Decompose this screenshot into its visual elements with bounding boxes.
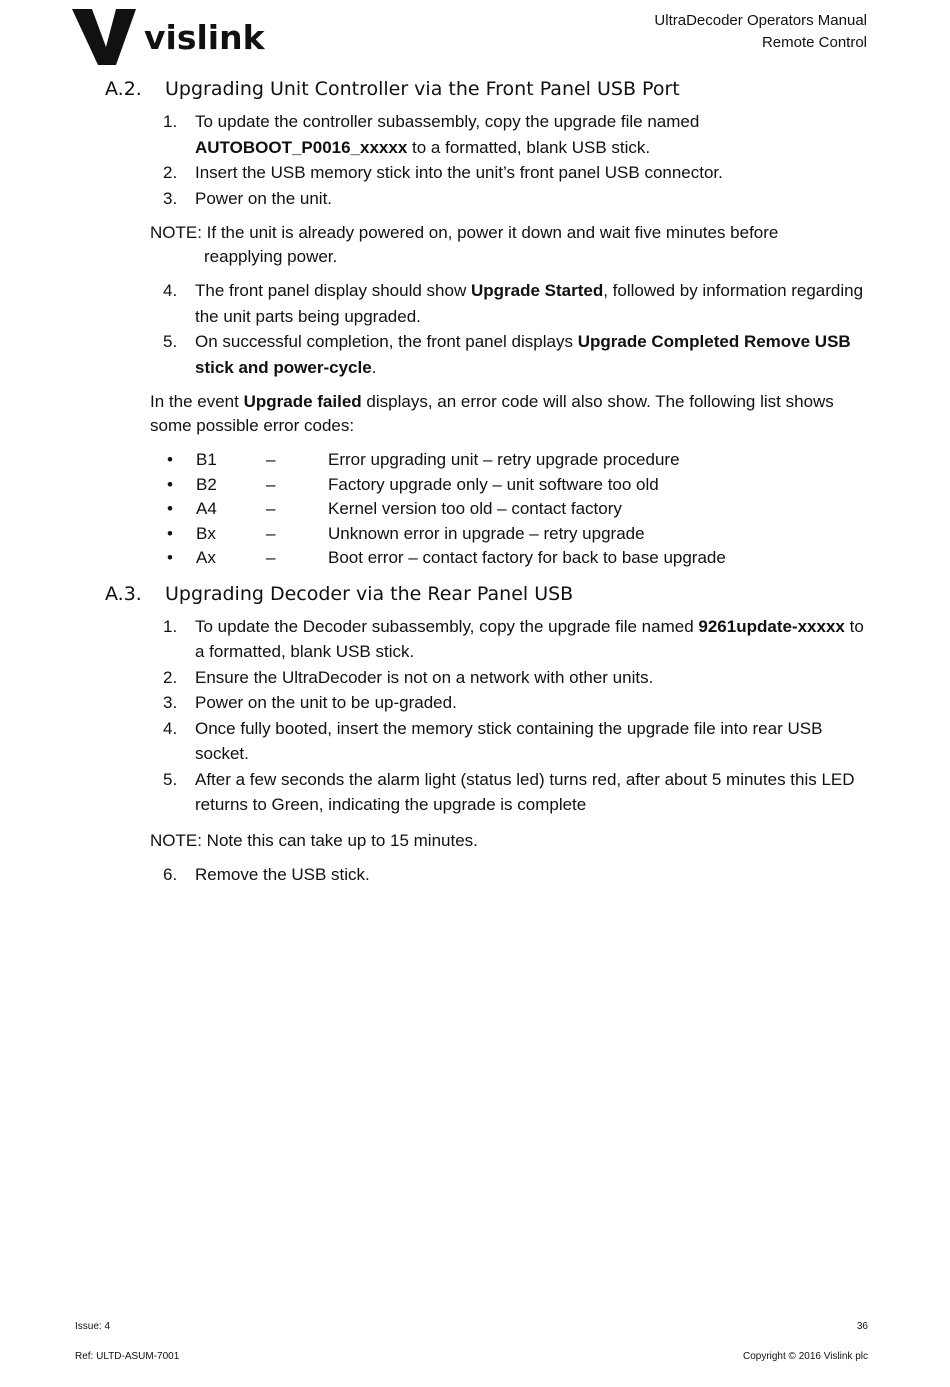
issue-label: Issue: 4 [75, 1321, 111, 1332]
note-text-continued: reapplying power. [204, 247, 338, 266]
step-number: 2. [163, 163, 178, 182]
error-code-list [105, 448, 870, 571]
list-item: • Ax – Boot error – contact factory for back to base upgrade [167, 548, 726, 567]
section-heading-a3 [105, 579, 870, 609]
step-text: Once fully booted, insert the memory stick containing the upgrade file into rear USB socket. [195, 718, 823, 763]
step-text: Power on the unit. [195, 188, 333, 208]
list-item: • B2 – Factory upgrade only – unit software too old [167, 474, 659, 494]
list-item [105, 665, 870, 691]
step-number: 2. [163, 667, 178, 687]
step-text: To update the controller subassembly, copy the upgrade file named AUTOBOOT_P0016_xxxxx to a formatted, blank USB stick. [195, 112, 700, 157]
list-item [105, 160, 870, 186]
paragraph: In the event Upgrade failed displays, an error code will also show. The following list shows some possible error codes: [150, 392, 834, 435]
step-text: To update the Decoder subassembly, copy the upgrade file named 9261update-xxxxx to a formatted, blank USB stick. [195, 616, 864, 661]
step-number: 4. [163, 281, 178, 300]
document-title: UltraDecoder Operators Manual [654, 12, 867, 29]
reference-label: Ref: ULTD-ASUM-7001 [75, 1351, 180, 1362]
section-title: Upgrading Decoder via the Rear Panel USB [165, 582, 574, 605]
section-number: A.3. [105, 582, 142, 605]
note: NOTE: Note this can take up to 15 minutes. [150, 830, 478, 850]
step-number: 3. [163, 693, 178, 712]
step-text: After a few seconds the alarm light (status led) turns red, after about 5 minutes this LED returns to Green, indicating the upgrade is complete [195, 769, 855, 814]
svg-text:vislink: vislink [144, 18, 265, 57]
list-item: • Bx – Unknown error in upgrade – retry upgrade [167, 523, 645, 543]
list-item [105, 614, 870, 665]
step-number: 5. [163, 769, 178, 789]
footer-row-2 [75, 1351, 868, 1362]
step-list [105, 862, 870, 888]
step-text: Ensure the UltraDecoder is not on a network with other units. [195, 667, 654, 687]
document-header [654, 10, 867, 54]
list-item: • A4 – Kernel version too old – contact factory [167, 499, 622, 518]
step-list [105, 614, 870, 818]
step-number: 1. [163, 616, 178, 636]
step-text: On successful completion, the front panel displays Upgrade Completed Remove USB stick and power-cycle. [195, 332, 851, 377]
list-item: • B1 – Error upgrading unit – retry upgrade procedure [167, 450, 680, 469]
list-item [105, 690, 870, 716]
vislink-logo [72, 9, 265, 65]
list-item [105, 278, 870, 329]
step-text: Insert the USB memory stick into the unit’s front panel USB connector. [195, 163, 723, 182]
section-number: A.2. [105, 78, 142, 100]
note [105, 221, 870, 269]
document-subtitle: Remote Control [761, 34, 867, 51]
section-title: Upgrading Unit Controller via the Front Panel USB Port [165, 78, 680, 100]
step-text: The front panel display should show Upgrade Started, followed by information regarding the unit parts being upgraded. [195, 281, 864, 326]
step-number: 3. [163, 188, 178, 208]
list-item [105, 329, 870, 380]
list-item [105, 716, 870, 767]
note-text: NOTE: If the unit is already powered on, power it down and wait five minutes before [150, 223, 779, 242]
list-item [105, 767, 870, 818]
step-number: 6. [163, 865, 178, 884]
copyright-label: Copyright © 2016 Vislink plc [742, 1351, 868, 1362]
list-item [105, 862, 870, 888]
step-number: 4. [163, 718, 178, 738]
step-number: 5. [163, 332, 178, 351]
list-item [105, 186, 870, 212]
list-item [105, 109, 870, 160]
step-list [105, 109, 870, 211]
step-text: Remove the USB stick. [195, 865, 370, 884]
step-text: Power on the unit to be up-graded. [195, 693, 457, 712]
page-number: 36 [856, 1321, 868, 1332]
step-list [105, 278, 870, 380]
footer-row-1 [75, 1321, 868, 1332]
page-content [105, 74, 870, 888]
section-heading-a2 [105, 74, 870, 104]
step-number: 1. [163, 112, 178, 131]
